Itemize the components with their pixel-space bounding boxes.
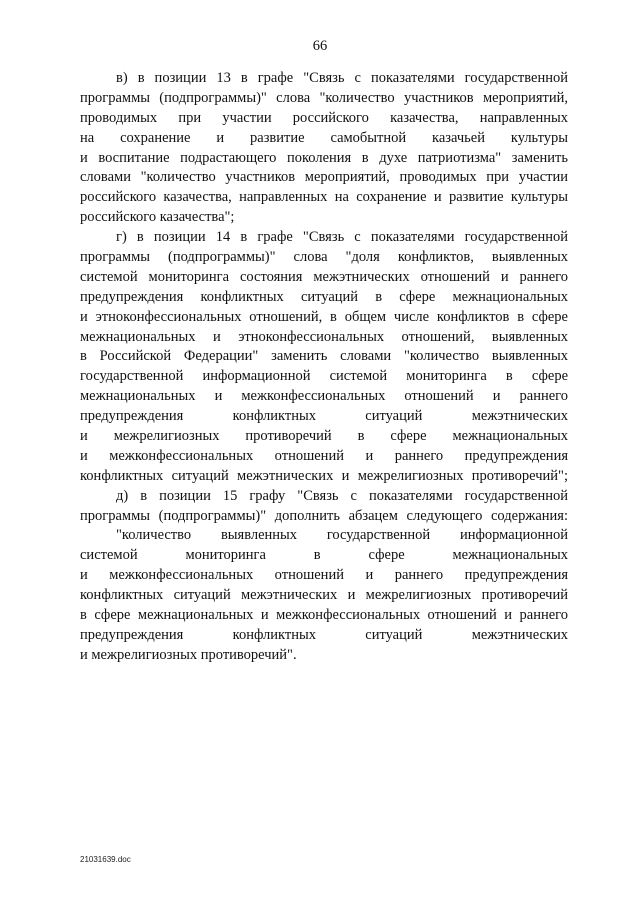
text-line: и межрелигиозных противоречий". [80,646,297,663]
text-line: российского казачества"; [80,209,235,226]
text-line: д) в позиции 15 графу "Связь с показателями государственной [116,487,568,504]
text-line: государственной информационной системой мониторинга в сфере [80,368,568,385]
text-line: предупреждения конфликтных ситуаций в сфере межнациональных [80,288,568,305]
text-line: программы (подпрограммы)" слова "доля конфликтов, выявленных [80,249,568,266]
text-line: предупреждения конфликтных ситуаций межэтнических [80,408,568,425]
text-line: российского казачества, направленных на сохранение и развитие культуры [80,189,568,206]
text-line: межнациональных и межконфессиональных отношений и раннего [80,388,568,405]
text-line: и межконфессиональных отношений и раннего предупреждения [80,567,568,584]
text-line: в) в позиции 13 в графе "Связь с показателями государственной [116,70,568,86]
body-text [80,69,568,666]
text-line: системой мониторинга в сфере межнациональных [80,547,568,564]
text-line: и межконфессиональных отношений и раннего предупреждения [80,447,568,464]
text-line: конфликтных ситуаций межэтнических и межрелигиозных противоречий [80,587,568,604]
text-line: программы (подпрограммы)" слова "количество участников мероприятий, [80,89,568,106]
document-code: 21031639.doc [80,855,131,864]
text-line: проводимых при участии российского казачества, направленных [80,109,568,126]
text-line: г) в позиции 14 в графе "Связь с показателями государственной [116,229,568,246]
text-line: конфликтных ситуаций межэтнических и межрелигиозных противоречий"; [80,467,568,484]
text-line: и этноконфессиональных отношений, в общем числе конфликтов в сфере [80,308,568,325]
text-line: в Российской Федерации" заменить словами "количество выявленных [80,348,568,365]
page-number: 66 [312,38,328,54]
text-line: словами "количество участников мероприятий, проводимых при участии [80,169,568,186]
text-line: межнациональных и этноконфессиональных отношений, выявленных [80,328,568,345]
text-line: программы (подпрограммы)" дополнить абзацем следующего содержания: [80,507,568,524]
text-line: на сохранение и развитие самобытной казачьей культуры [80,129,568,146]
text-line: и межрелигиозных противоречий в сфере межнациональных [80,428,568,445]
text-line: в сфере межнациональных и межконфессиональных отношений и раннего [80,607,568,624]
text-line: "количество выявленных государственной информационной [116,527,568,544]
text-line: и воспитание подрастающего поколения в духе патриотизма" заменить [80,149,568,166]
text-line: предупреждения конфликтных ситуаций межэтнических [80,626,568,643]
text-line: системой мониторинга состояния межэтнических отношений и раннего [80,268,568,285]
